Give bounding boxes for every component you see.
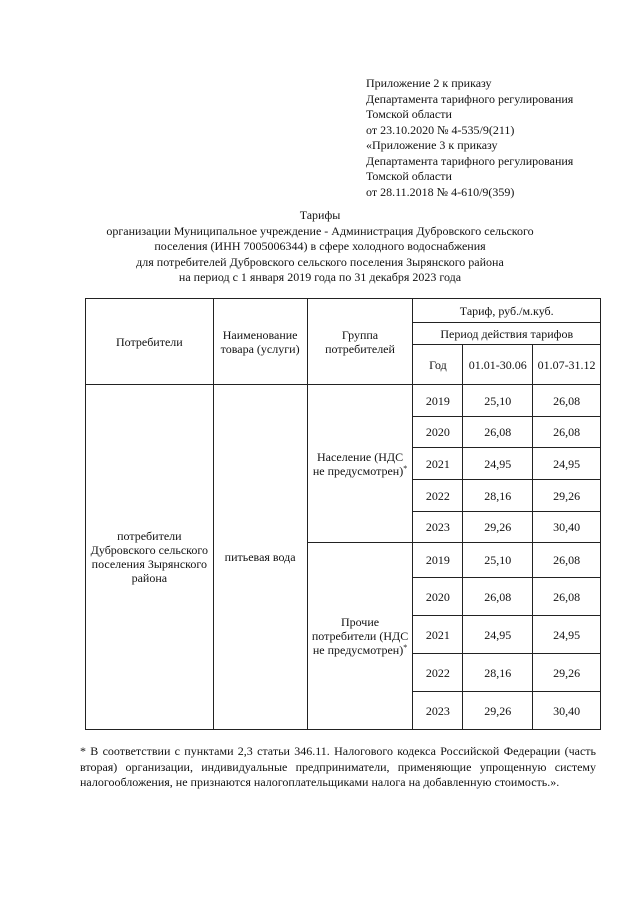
appendix-line: «Приложение 3 к приказу — [366, 138, 498, 152]
title-line: на период с 1 января 2019 года по 31 декабря 2023 года — [178, 270, 462, 284]
appendix-line: Томской области — [366, 169, 452, 183]
footnote-mark: * — [403, 463, 408, 473]
tariff-cell: 26,08 — [533, 578, 601, 616]
header-half2: 01.07-31.12 — [533, 345, 601, 385]
tariff-cell: 29,26 — [463, 512, 533, 543]
footnote-mark: * — [403, 643, 408, 652]
year-cell: 2022 — [413, 480, 463, 512]
year-cell: 2023 — [413, 512, 463, 543]
title-line: для потребителей Дубровского сельского поселения Зырянского района — [136, 254, 504, 269]
tariff-cell: 25,10 — [463, 543, 533, 578]
year-cell: 2019 — [413, 385, 463, 417]
tariff-cell: 29,26 — [533, 480, 601, 512]
tariff-cell: 29,26 — [463, 692, 533, 730]
table-row — [86, 385, 601, 417]
header-half1: 01.01-30.06 — [463, 345, 533, 385]
appendix-line: Приложение 2 к приказу — [366, 76, 492, 90]
group-cell: Население (НДС не предусмотрен)* — [307, 385, 413, 543]
tariff-cell: 26,08 — [533, 385, 601, 417]
appendix-line: Департамента тарифного регулирования — [366, 91, 574, 106]
tariff-cell: 26,08 — [463, 578, 533, 616]
consumer-cell: потребители Дубровского сельского поселения Зырянского района — [86, 385, 214, 730]
tariff-cell: 26,08 — [533, 543, 601, 578]
appendix-line: от 28.11.2018 № 4-610/9(359) — [366, 184, 515, 199]
tariff-cell: 29,26 — [533, 654, 601, 692]
tariff-cell: 25,10 — [463, 385, 533, 417]
year-cell: 2019 — [413, 543, 463, 578]
tariff-cell: 24,95 — [463, 448, 533, 480]
tariff-cell: 28,16 — [463, 654, 533, 692]
tariff-cell: 24,95 — [533, 616, 601, 654]
year-cell: 2021 — [413, 616, 463, 654]
header-period: Период действия тарифов — [413, 323, 601, 345]
goods-cell: питьевая вода — [213, 385, 307, 730]
year-cell: 2021 — [413, 448, 463, 480]
year-cell: 2020 — [413, 417, 463, 448]
tariff-cell: 24,95 — [463, 616, 533, 654]
title-heading: Тарифы — [299, 208, 341, 222]
header-goods: Наименование товара (услуги) — [213, 299, 307, 385]
tariff-cell: 26,08 — [463, 417, 533, 448]
year-cell: 2023 — [413, 692, 463, 730]
title-line: поселения (ИНН 7005006344) в сфере холодного водоснабжения — [154, 239, 486, 253]
tariff-cell: 30,40 — [533, 692, 601, 730]
appendix-line: Департамента тарифного регулирования — [366, 153, 574, 168]
footnote: * В соответствии с пунктами 2,3 статьи 346.11. Налогового кодекса Российской Федерации (часть вторая) организации, индивидуальные предприниматели, применяющие упрощенную систему налогообложения, не признаются налогоплательщиками налога на добавленную стоимость.». — [80, 744, 596, 789]
appendix-reference — [366, 76, 573, 200]
header-consumers: Потребители — [86, 299, 214, 385]
tariff-cell: 28,16 — [463, 480, 533, 512]
year-cell: 2022 — [413, 654, 463, 692]
appendix-line: от 23.10.2020 № 4-535/9(211) — [366, 122, 515, 137]
tariff-cell: 26,08 — [533, 417, 601, 448]
tariff-cell: 24,95 — [533, 448, 601, 480]
appendix-line: Томской области — [366, 107, 452, 121]
tariff-cell: 30,40 — [533, 512, 601, 543]
tariff-table — [85, 298, 601, 730]
document-title — [60, 208, 580, 286]
header-group: Группа потребителей — [307, 299, 413, 385]
header-tariff: Тариф, руб./м.куб. — [413, 299, 601, 323]
year-cell: 2020 — [413, 578, 463, 616]
group-cell: Прочие потребители (НДС не предусмотрен)* — [307, 543, 413, 730]
title-line: организации Муниципальное учреждение - Администрация Дубровского сельского — [106, 223, 534, 238]
header-year: Год — [413, 345, 463, 385]
